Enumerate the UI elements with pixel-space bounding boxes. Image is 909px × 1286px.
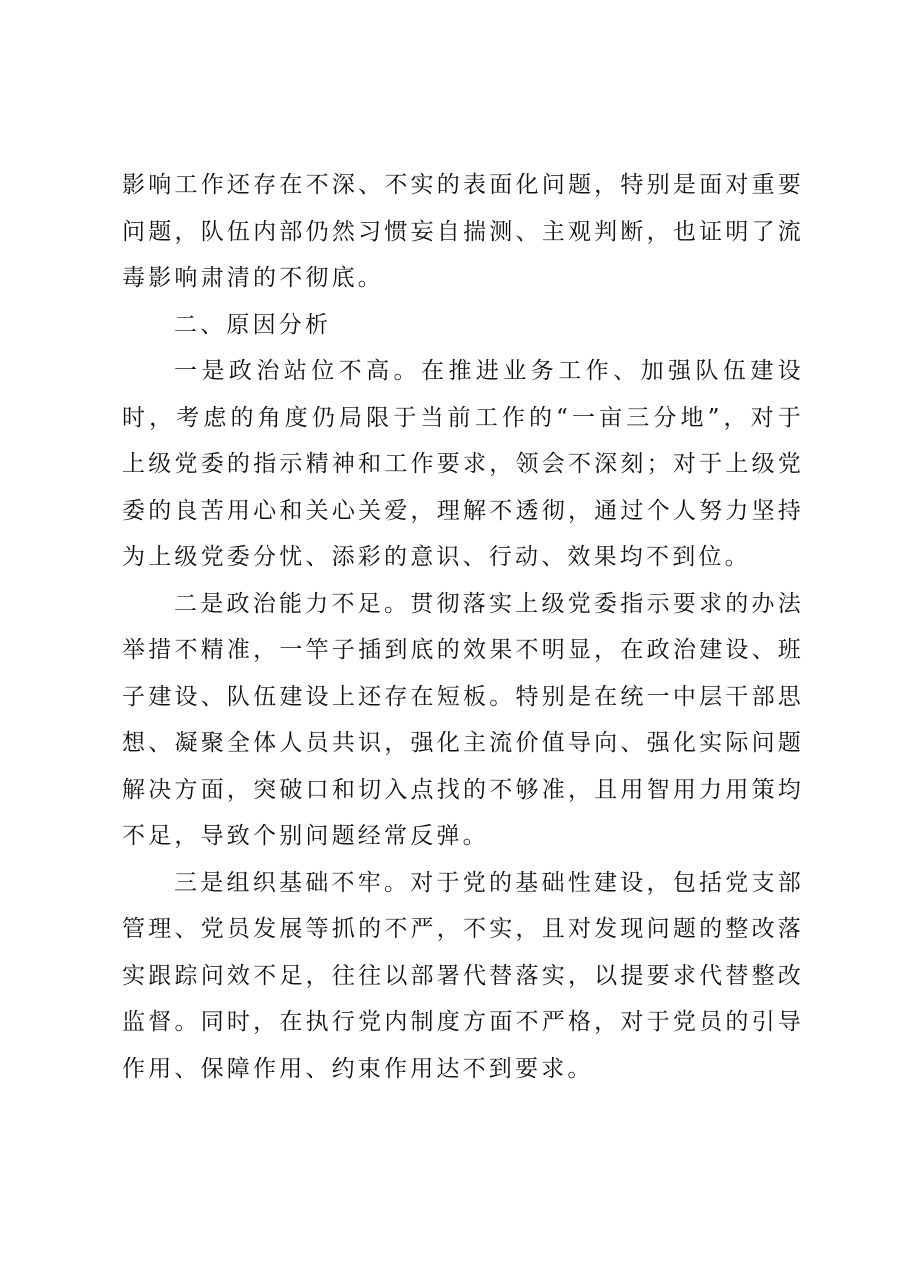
paragraph-continuation: 影响工作还存在不深、不实的表面化问题，特别是面对重要问题，队伍内部仍然习惯妄自揣测、主观判断，也证明了流毒影响肃清的不彻底。 <box>122 172 804 291</box>
paragraph-cause-political-ability: 二是政治能力不足。贯彻落实上级党委指示要求的办法举措不精准，一竿子插到底的效果不明显，在政治建设、班子建设、队伍建设上还存在短板。特别是在统一中层干部思想、凝聚全体人员共识，强化主流价值导向、强化实际问题解决方面，突破口和切入点找的不够准，且用智用力用策均不足，导致个别问题经常反弹。 <box>122 590 804 849</box>
section-heading-cause-analysis: 二、原因分析 <box>174 311 332 338</box>
paragraph-cause-organizational-foundation: 三是组织基础不牢。对于党的基础性建设，包括党支部管理、党员发展等抓的不严，不实，且对发现问题的整改落实跟踪问效不足，往往以部署代替落实，以提要求代替整改监督。同时，在执行党内制度方面不严格，对于党员的引导作用、保障作用、约束作用达不到要求。 <box>122 869 804 1082</box>
paragraph-cause-political-stance: 一是政治站位不高。在推进业务工作、加强队伍建设时，考虑的角度仍局限于当前工作的“一亩三分地”，对于上级党委的指示精神和工作要求，领会不深刻；对于上级党委的良苦用心和关心关爱，理解不透彻，通过个人努力坚持为上级党委分忧、添彩的意识、行动、效果均不到位。 <box>122 358 804 570</box>
document-body <box>122 162 804 1092</box>
